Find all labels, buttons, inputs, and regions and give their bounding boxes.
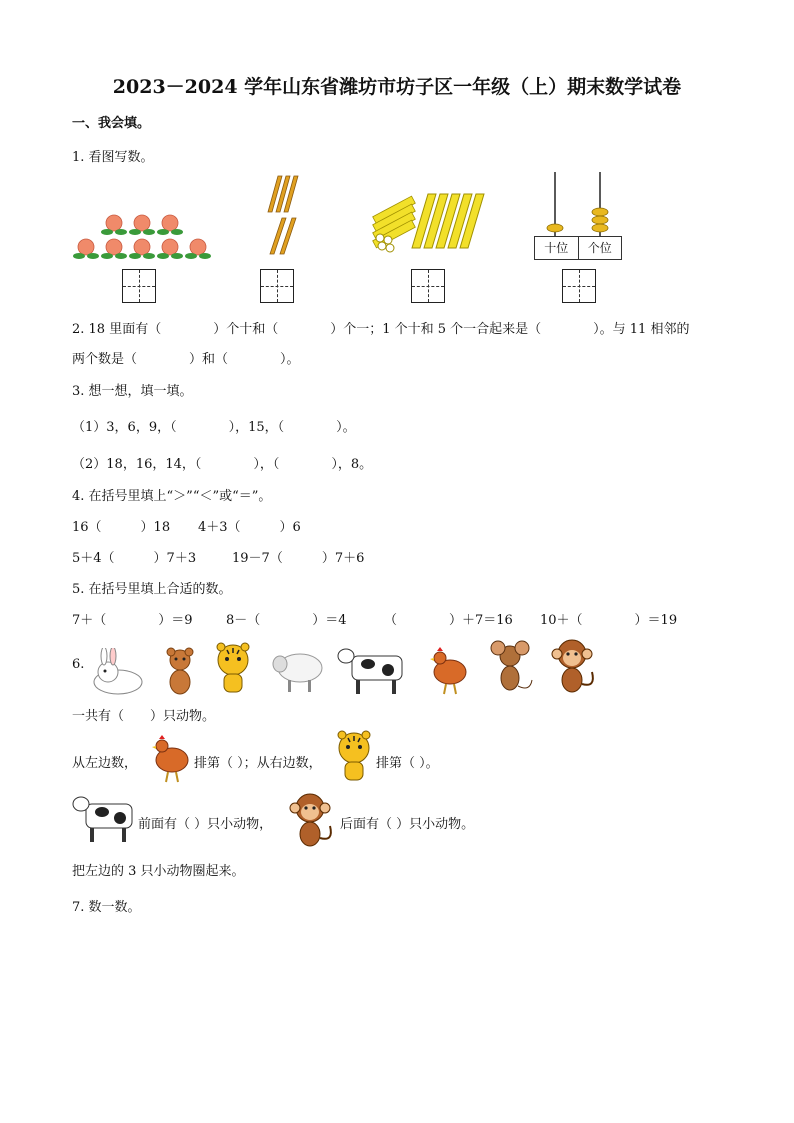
answer-box[interactable] [562, 269, 596, 303]
q1-label: 1. 看图写数。 [72, 150, 154, 165]
peach-icon [73, 215, 211, 259]
peaches-image [72, 205, 212, 261]
q5-a: 7＋（ ）＝9 [72, 613, 193, 628]
q6-line4: 把左边的 3 只小动物圈起来。 [72, 864, 245, 879]
q4-row2a: 5＋4（ ）7＋3 [72, 551, 197, 566]
q3-item1: （1）3，6，9，（ ），15，（ ）。 [72, 420, 356, 435]
hen-icon [150, 732, 194, 784]
sheep-icon [270, 646, 324, 694]
q5-b: 8－（ ）＝4 [226, 613, 347, 628]
q2-line1: 2. 18 里面有（ ）个十和（ ）个一；1 个十和 5 个一合起来是（ ）。与 11 相邻的 [72, 322, 690, 337]
stick-icon [412, 194, 484, 248]
q7-label: 7. 数一数。 [72, 900, 141, 915]
q4-row1b: 4＋3（ ）6 [198, 520, 301, 535]
page-title: 2023－2024 学年山东省潍坊市坊子区一年级（上）期末数学试卷 [112, 76, 682, 98]
q3-label: 3. 想一想，填一填。 [72, 384, 193, 399]
tiger-icon [333, 730, 375, 784]
q5-d: 10＋（ ）＝19 [540, 613, 678, 628]
cow-icon [336, 644, 408, 696]
sticks-image [368, 188, 498, 256]
q4-row1a: 16（ ）18 [72, 520, 171, 535]
monkey-icon [286, 790, 338, 850]
answer-box[interactable] [122, 269, 156, 303]
pencils-image [258, 172, 308, 260]
q6-line1: 一共有（ ）只动物。 [72, 709, 216, 724]
cow-icon [72, 792, 138, 846]
monkey-icon [548, 636, 600, 696]
section-heading: 一、我会填。 [72, 116, 151, 131]
q4-row2b: 19－7（ ）7＋6 [232, 551, 365, 566]
tiger-icon [212, 642, 254, 694]
q6-label: 6. [72, 657, 85, 672]
bundle-icon [373, 196, 416, 252]
abacus-image [532, 170, 624, 236]
q3-item2: （2）18，16，14，（ ），（ ），8。 [72, 457, 373, 472]
q5-label: 5. 在括号里填上合适的数。 [72, 582, 232, 597]
q6-line3b: 后面有（ ）只小动物。 [340, 817, 475, 832]
one-place-label: 个位 [578, 237, 622, 259]
mouse-icon [486, 640, 536, 696]
answer-box[interactable] [260, 269, 294, 303]
bear-icon [162, 646, 198, 696]
bead-icon [547, 208, 608, 232]
rabbit-icon [88, 648, 150, 696]
answer-box[interactable] [411, 269, 445, 303]
q6-line2a: 从左边数， [72, 756, 138, 771]
q6-line3a: 前面有（ ）只小动物， [138, 817, 273, 832]
q2-line2: 两个数是（ ）和（ ）。 [72, 352, 300, 367]
pencil-icon [268, 176, 298, 254]
q5-c: （ ）＋7＝16 [384, 613, 513, 628]
place-value-table [534, 236, 622, 260]
ten-place-label: 十位 [544, 241, 569, 255]
q6-line2b: 排第（ ）；从右边数， [194, 756, 322, 771]
q4-label: 4. 在括号里填上“＞”“＜”或“＝”。 [72, 489, 272, 504]
hen-icon [428, 644, 472, 696]
q6-line2c: 排第（ ）。 [376, 756, 439, 771]
